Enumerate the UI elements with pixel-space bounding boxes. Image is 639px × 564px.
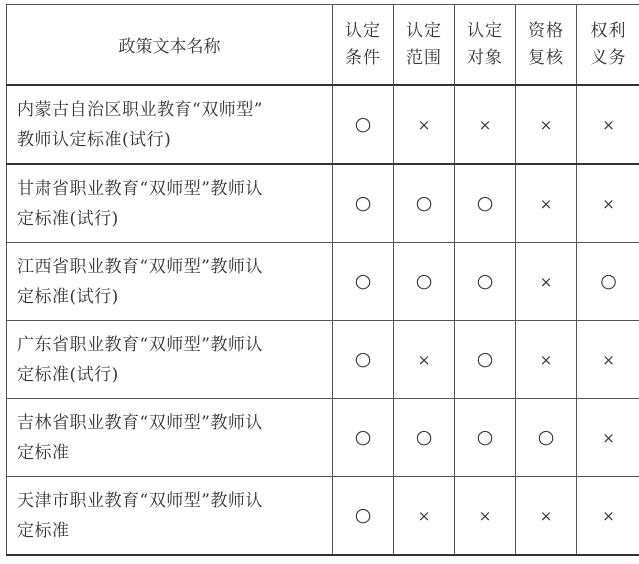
header-target-line1: 认定 — [467, 20, 503, 41]
policy-name-line1: 广东省职业教育“双师型”教师认 — [17, 334, 263, 355]
mark-cell-review — [516, 85, 577, 164]
cross-mark: × — [602, 195, 615, 213]
mark-cell-rights — [577, 399, 639, 477]
mark-cell-scope — [394, 85, 455, 164]
policy-name-line1: 内蒙古自治区职业教育“双师型” — [17, 99, 263, 120]
circle-mark: ○ — [415, 191, 433, 214]
policy-name-cell — [7, 164, 333, 243]
mark-cell-review — [516, 399, 577, 477]
mark-cell-rights — [577, 85, 639, 164]
header-criteria-line1: 认定 — [345, 20, 381, 41]
circle-mark: ○ — [354, 269, 372, 292]
mark-cell-target — [455, 164, 516, 243]
policy-name-line2: 定标准 — [17, 520, 70, 541]
circle-mark: ○ — [476, 347, 494, 370]
cross-mark: × — [602, 116, 615, 134]
circle-mark: ○ — [415, 425, 433, 448]
mark-cell-target — [455, 399, 516, 477]
header-policy-name: 政策文本名称 — [7, 5, 333, 86]
circle-mark: ○ — [354, 112, 372, 135]
mark-cell-criteria — [333, 243, 394, 321]
header-rights — [577, 5, 639, 86]
mark-cell-criteria — [333, 399, 394, 477]
header-criteria — [333, 5, 394, 86]
header-criteria-line2: 条件 — [345, 47, 381, 68]
policy-name-line1: 江西省职业教育“双师型”教师认 — [17, 256, 263, 277]
policy-name-line2: 定标准(试行) — [17, 286, 119, 307]
policy-name-cell — [7, 321, 333, 399]
header-target — [455, 5, 516, 86]
circle-mark: ○ — [354, 425, 372, 448]
header-rights-line1: 权利 — [590, 20, 627, 41]
table-row — [7, 399, 639, 477]
header-rights-line2: 义务 — [590, 47, 627, 68]
cross-mark: × — [417, 351, 431, 369]
mark-cell-rights — [577, 477, 639, 556]
policy-name-line2: 定标准 — [17, 442, 70, 463]
mark-cell-scope — [394, 243, 455, 321]
cross-mark: × — [602, 507, 615, 525]
circle-mark: ○ — [415, 269, 433, 292]
mark-cell-review — [516, 477, 577, 556]
mark-cell-review — [516, 321, 577, 399]
mark-cell-scope — [394, 321, 455, 399]
circle-mark: ○ — [476, 269, 494, 292]
mark-cell-criteria — [333, 85, 394, 164]
mark-cell-criteria — [333, 164, 394, 243]
header-scope-line1: 认定 — [406, 20, 442, 41]
mark-cell-scope — [394, 399, 455, 477]
mark-cell-review — [516, 164, 577, 243]
circle-mark: ○ — [476, 425, 494, 448]
policy-name-line2: 教师认定标准(试行) — [17, 129, 172, 150]
policy-name-line1: 天津市职业教育“双师型”教师认 — [17, 490, 263, 511]
policy-name-line2: 定标准(试行) — [17, 364, 119, 385]
header-review-line2: 复核 — [528, 47, 564, 68]
cross-mark: × — [539, 273, 553, 291]
policy-comparison-table — [6, 4, 639, 556]
cross-mark: × — [539, 351, 553, 369]
mark-cell-criteria — [333, 321, 394, 399]
policy-name-line2: 定标准(试行) — [17, 208, 119, 229]
circle-mark: ○ — [354, 503, 372, 526]
header-review — [516, 5, 577, 86]
table-row — [7, 243, 639, 321]
cross-mark: × — [417, 116, 431, 134]
mark-cell-target — [455, 85, 516, 164]
header-review-line1: 资格 — [528, 20, 564, 41]
header-scope-line2: 范围 — [406, 47, 442, 68]
table-row — [7, 164, 639, 243]
mark-cell-rights — [577, 321, 639, 399]
cross-mark: × — [539, 195, 553, 213]
mark-cell-target — [455, 243, 516, 321]
policy-name-cell — [7, 399, 333, 477]
policy-name-cell — [7, 477, 333, 556]
table-body — [7, 85, 639, 555]
mark-cell-scope — [394, 164, 455, 243]
cross-mark: × — [602, 351, 615, 369]
cross-mark: × — [539, 507, 553, 525]
header-scope — [394, 5, 455, 86]
cross-mark: × — [539, 116, 553, 134]
mark-cell-rights — [577, 243, 639, 321]
circle-mark: ○ — [354, 347, 372, 370]
circle-mark: ○ — [354, 191, 372, 214]
mark-cell-criteria — [333, 477, 394, 556]
table-row — [7, 321, 639, 399]
policy-name-cell — [7, 85, 333, 164]
policy-name-line1: 吉林省职业教育“双师型”教师认 — [17, 412, 263, 433]
policy-name-line1: 甘肃省职业教育“双师型”教师认 — [17, 178, 263, 199]
cross-mark: × — [478, 507, 492, 525]
cross-mark: × — [417, 507, 431, 525]
table-row — [7, 85, 639, 164]
header-row — [7, 5, 639, 86]
table-row — [7, 477, 639, 556]
circle-mark: ○ — [537, 425, 555, 448]
circle-mark: ○ — [476, 191, 494, 214]
mark-cell-review — [516, 243, 577, 321]
cross-mark: × — [602, 429, 615, 447]
circle-mark: ○ — [600, 269, 617, 292]
mark-cell-target — [455, 477, 516, 556]
mark-cell-scope — [394, 477, 455, 556]
header-target-line2: 对象 — [467, 47, 503, 68]
policy-name-cell — [7, 243, 333, 321]
mark-cell-target — [455, 321, 516, 399]
cross-mark: × — [478, 116, 492, 134]
mark-cell-rights — [577, 164, 639, 243]
